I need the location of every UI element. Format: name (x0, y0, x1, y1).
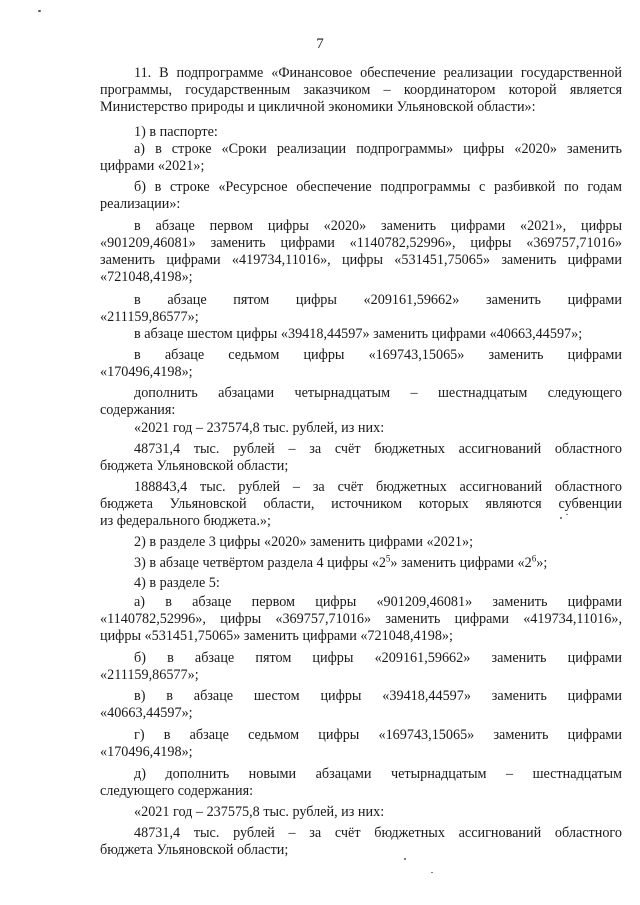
text-line: бюджета Ульяновской области; (100, 458, 289, 474)
text-line: бюджета Ульяновской области; (100, 842, 289, 858)
text-line: б) в строке «Ресурсное обеспечение подпрограммы с разбивкой по годам (134, 179, 622, 195)
scan-speck (431, 872, 433, 873)
text-line: «2021 год – 237575,8 тыс. рублей, из них: (134, 804, 385, 820)
page-number: 7 (316, 36, 324, 52)
text-line: «1140782,52996», цифры «369757,71016» заменить цифрами «419734,11016», (100, 611, 622, 627)
superscript: 6 (531, 553, 537, 564)
text-line: из федерального бюджета.»; (100, 513, 271, 529)
scan-speck (560, 517, 562, 519)
text-line: «211159,86577»; (100, 667, 199, 683)
text-line: «40663,44597»; (100, 705, 193, 721)
text-line: 48731,4 тыс. рублей – за счёт бюджетных ассигнований областного (134, 441, 622, 457)
text-line: «170496,4198»; (100, 744, 193, 760)
scan-speck (566, 514, 568, 515)
text-line: заменить цифрами «419734,11016», цифры «531451,75065» заменить цифрами (100, 252, 622, 268)
scan-speck (404, 858, 406, 860)
text-line: «2021 год – 237574,8 тыс. рублей, из них: (134, 420, 385, 436)
text-line: программы, государственным заказчиком – координатором которой является (100, 82, 622, 98)
text-line: дополнить абзацами четырнадцатым – шестнадцатым следующего (134, 385, 622, 401)
text-line: а) в строке «Сроки реализации подпрограммы» цифры «2020» заменить (134, 141, 622, 157)
text-line: цифрами «2021»; (100, 158, 205, 174)
text-line: 188843,4 тыс. рублей – за счёт бюджетных ассигнований областного (134, 479, 622, 495)
text-line: 48731,4 тыс. рублей – за счёт бюджетных ассигнований областного (134, 825, 622, 841)
text-line: а) в абзаце первом цифры «901209,46081» заменить цифрами (134, 594, 622, 610)
text-line: бюджета Ульяновской области, источником которых являются субвенции (100, 496, 622, 512)
text-line: Министерство природы и цикличной экономики Ульяновской области»: (100, 99, 536, 115)
text-line: г) в абзаце седьмом цифры «169743,15065» заменить цифрами (134, 727, 622, 743)
text-line: б) в абзаце пятом цифры «209161,59662» заменить цифрами (134, 650, 622, 666)
text-line: в) в абзаце шестом цифры «39418,44597» заменить цифрами (134, 688, 622, 704)
text-line: «901209,46081» заменить цифрами «1140782,52996», цифры «369757,71016» (100, 235, 622, 251)
text-line: 2) в разделе 3 цифры «2020» заменить цифрами «2021»; (134, 534, 474, 550)
text-line: в абзаце пятом цифры «209161,59662» заменить цифрами (134, 292, 622, 308)
text-line: цифры «531451,75065» заменить цифрами «721048,4198»; (100, 628, 453, 644)
text-line: 11. В подпрограмме «Финансовое обеспечение реализации государственной (134, 65, 622, 81)
text-line: «211159,86577»; (100, 309, 199, 325)
text-line: содержания: (100, 402, 176, 418)
text-line: 3) в абзаце четвёртом раздела 4 цифры «$2^5$» заменить цифрами «$2^6$»; (134, 553, 548, 571)
text-line: д) дополнить новыми абзацами четырнадцатым – шестнадцатым (134, 766, 622, 782)
text-line: реализации»: (100, 196, 181, 212)
text-line: «170496,4198»; (100, 364, 193, 380)
scan-speck (38, 10, 41, 12)
text-line: 1) в паспорте: (134, 124, 218, 140)
text-line: в абзаце седьмом цифры «169743,15065» заменить цифрами (134, 347, 622, 363)
superscript: 5 (385, 553, 391, 564)
text-line: в абзаце первом цифры «2020» заменить цифрами «2021», цифры (134, 218, 622, 234)
text-line: следующего содержания: (100, 783, 254, 799)
text-line: «721048,4198»; (100, 269, 193, 285)
text-line: в абзаце шестом цифры «39418,44597» заменить цифрами «40663,44597»; (134, 326, 583, 342)
text-line: 4) в разделе 5: (134, 575, 220, 591)
